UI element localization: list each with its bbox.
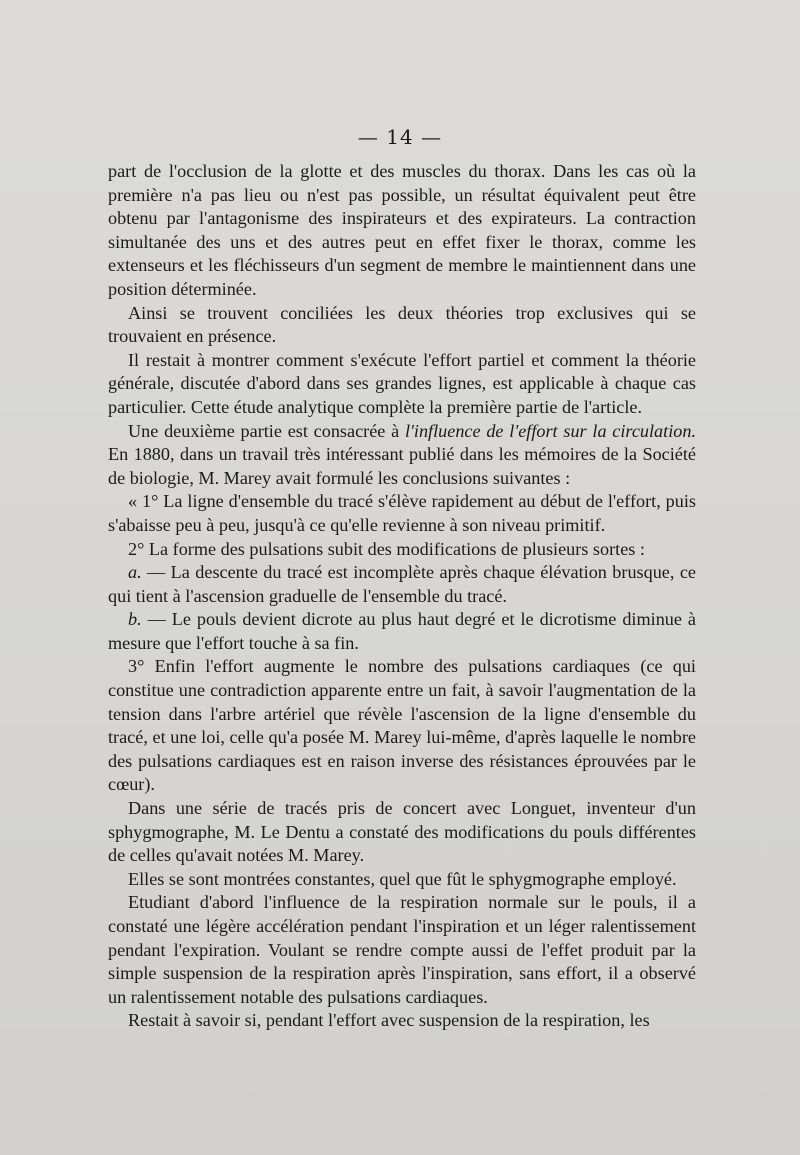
paragraph: Etudiant d'abord l'influence de la respiration normale sur le pouls, il a constaté une légère accélération pendant l'inspiration et un léger ralentissement pendant l'expiration. Voulant se rendre compte aussi de l'effet produit par la simple suspension de la respiration après l'inspiration, sans effort, il a observé un ralentissement notable des pulsations cardiaques. — [108, 892, 696, 1007]
paragraph: « 1° La ligne d'ensemble du tracé s'élève rapidement au début de l'effort, puis s'abaisse peu à peu, jusqu'à ce qu'elle revienne à son niveau primitif. — [108, 491, 696, 535]
paragraph: Ainsi se trouvent conciliées les deux théories trop exclusives qui se trouvaient en présence. — [108, 302, 696, 347]
paragraph-text: — Le pouls devient dicrote au plus haut degré et le dicrotisme diminue à mesure que l'effort touche à sa fin. — [108, 609, 696, 653]
page-number: — 14 — — [357, 125, 443, 149]
paragraph: part de l'occlusion de la glotte et des muscles du thorax. Dans les cas où la première n'a pas lieu ou n'est pas possible, un résultat équivalent peut être obtenu par l'antagonisme des inspirateurs et des expirateurs. La contraction simultanée des uns et des autres peut en effet fixer le thorax, comme les extenseurs et les fléchisseurs d'un segment de membre le maintiennent dans une position déterminée. — [108, 161, 696, 299]
item-label: b. — [128, 609, 142, 630]
paragraph: 2° La forme des pulsations subit des modifications de plusieurs sortes : — [128, 538, 645, 559]
paragraph-text: Une deuxième partie est consacrée à — [128, 420, 405, 441]
paragraph: 3° Enfin l'effort augmente le nombre des pulsations cardiaques (ce qui constitue une contradiction apparente entre un fait, à savoir l'augmentation de la tension dans l'arbre artériel que révèle l'ascension de la ligne d'ensemble du tracé, et une loi, celle qu'a posée M. Marey lui-même, d'après laquelle le nombre des pulsations cardiaques est en raison inverse des résistances éprouvées par le cœur). — [108, 656, 696, 795]
paragraph-text: — La descente du tracé est incomplète après chaque élévation brusque, ce qui tient à l'ascension graduelle de l'ensemble du tracé. — [108, 562, 696, 606]
paragraph: Elles se sont montrées constantes, quel que fût le sphygmographe employé. — [128, 868, 677, 889]
paragraph: Dans une série de tracés pris de concert avec Longuet, inventeur d'un sphygmographe, M. Le Dentu a constaté des modifications du pouls différentes de celles qu'avait notées M. Marey. — [108, 798, 696, 866]
paragraph — [108, 608, 696, 655]
body-text — [108, 160, 696, 1033]
paragraph — [108, 561, 696, 608]
paragraph-text: En 1880, dans un travail très intéressant publié dans les mémoires de la Société de biologie, M. Marey avait formulé les conclusions suivantes : — [108, 444, 696, 488]
italic-title: l'influence de l'effort sur la circulation. — [404, 420, 696, 441]
paragraph: Restait à savoir si, pendant l'effort avec suspension de la respiration, les — [128, 1010, 650, 1031]
paragraph: Il restait à montrer comment s'exécute l'effort partiel et comment la théorie générale, discutée d'abord dans ses grandes lignes, est applicable à chaque cas particulier. Cette étude analytique complète la première partie de l'article. — [108, 349, 696, 417]
paragraph — [108, 420, 696, 491]
item-label: a. — [128, 562, 142, 583]
